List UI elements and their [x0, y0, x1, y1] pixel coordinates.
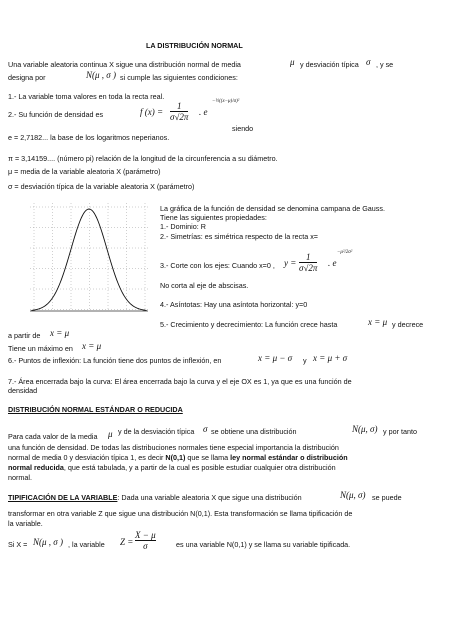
x-eq-mu-1: x = μ: [368, 317, 388, 327]
fx-label: f (x) =: [140, 107, 164, 117]
e-definition: e = 2,7182... la base de los logaritmos neperianos.: [8, 133, 170, 142]
density-denominator: σ√2π: [170, 112, 189, 122]
si-x-text: Si X =: [8, 540, 28, 549]
bell-curve: [31, 209, 146, 310]
standard-line-1c: se obtiene una distribución: [211, 427, 297, 436]
standard-line-1: Para cada valor de la media: [8, 432, 98, 441]
standard-line-1b: y de la desviación típica: [118, 427, 195, 436]
property-7b: densidad: [8, 386, 38, 395]
a-partir-de: a partir de: [8, 331, 41, 340]
property-5: 5.- Crecimiento y decrecimiento: La función crece hasta: [160, 320, 338, 329]
standard-line-3c: que se llama: [187, 453, 229, 462]
tipificacion-heading: TIPIFICACIÓN DE LA VARIABLE: [8, 493, 118, 502]
intro-line-2: designa por: [8, 73, 46, 82]
n01-bold: N(0,1): [165, 453, 186, 462]
tipificacion-text-a: : Dada una variable aleatoria X que sigue una distribución: [117, 493, 302, 502]
property-4: 4.- Asíntotas: Hay una asíntota horizontal: y=0: [160, 300, 308, 309]
standard-line-1d: y por tanto: [383, 427, 417, 436]
condition-1: 1.- La variable toma valores en toda la recta real.: [8, 92, 165, 101]
standard-line-4b: , que está tabulada, y a partir de la cual es posible estudiar cualquier otra distribución: [63, 463, 336, 472]
standard-line-2: una función de densidad. De todas las distribuciones normales tiene especial importancia la distribución: [8, 443, 339, 452]
cut-exponent: −μ²/2σ²: [337, 250, 353, 255]
x-eq-mu-3: x = μ: [82, 341, 102, 351]
tipificacion-line-1: [8, 493, 302, 502]
standard-line-5: normal.: [8, 473, 32, 482]
property-6: 6.- Puntos de inflexión: La función tiene dos puntos de inflexión, en: [8, 356, 222, 365]
cut-denominator: σ√2π: [299, 263, 318, 273]
intro-line-1: Una variable aleatoria continua X sigue una distribución normal de media: [8, 60, 241, 69]
tipificacion-text-c: se puede: [372, 493, 402, 502]
property-3: 3.- Corte con los ejes: Cuando x=0 ,: [160, 261, 275, 270]
normal-notation-4: N(μ , σ ): [33, 537, 63, 547]
intro-line-1b: y desviación típica: [300, 60, 359, 69]
z-numerator: X − μ: [135, 530, 156, 540]
density-fraction: [170, 101, 188, 122]
standard-line-3: [8, 453, 348, 462]
standard-line-4: [8, 463, 336, 472]
x-eq-mu-2: x = μ: [50, 328, 70, 338]
sigma-symbol: σ: [366, 57, 371, 67]
z-denominator: σ: [143, 541, 148, 551]
exp-base: . e: [199, 107, 208, 117]
normal-notation-3: N(μ, σ): [340, 490, 366, 500]
cut-exp-base: . e: [328, 258, 337, 268]
cut-fraction: [299, 252, 317, 273]
mu-symbol-2: μ: [108, 429, 113, 439]
density-exponent: −½((x−μ)/σ)²: [212, 99, 240, 104]
page-title: LA DISTRIBUCIÓN NORMAL: [146, 41, 243, 50]
z-fraction: [135, 530, 156, 551]
z-equals: Z =: [120, 537, 134, 547]
section-heading-standard: DISTRIBUCIÓN NORMAL ESTÁNDAR O REDUCIDA: [8, 405, 183, 414]
normal-notation: N(μ , σ ): [86, 70, 116, 80]
figure-grid: [30, 203, 148, 311]
gauss-line-2: Tiene las siguientes propiedades:: [160, 213, 267, 222]
sigma-definition: σ = desviación típica de la variable aleatoria X (parámetro): [8, 182, 195, 191]
intro-line-1c: , y se: [376, 60, 394, 69]
density-numerator: 1: [176, 101, 182, 111]
property-5b: y decrece: [392, 320, 424, 329]
condition-2: 2.- Su función de densidad es: [8, 110, 104, 119]
pi-definition: π = 3,14159.... (número pi) relación de la longitud de la circunferencia a su diámetro.: [8, 154, 278, 163]
reducida-bold: normal reducida: [8, 463, 64, 472]
la-variable-text: , la variable: [68, 540, 105, 549]
intro-line-2b: si cumple las siguientes condiciones:: [120, 73, 238, 82]
es-variable-text: es una variable N(0,1) y se llama su variable tipificada.: [176, 540, 351, 549]
maximo-text: Tiene un máximo en: [8, 344, 73, 353]
inflection-y: y: [303, 356, 307, 365]
tipificacion-line-2: transformar en otra variable Z que sigue una distribución N(0,1). Esta transformación se llama tipificación de: [8, 509, 353, 518]
standard-term-bold: ley normal estándar o distribución: [230, 453, 348, 462]
sigma-symbol-2: σ: [203, 424, 208, 434]
mu-definition: μ = media de la variable aleatoria X (parámetro): [8, 167, 161, 176]
gauss-bell-figure: [30, 203, 148, 319]
property-1: 1.- Dominio: R: [160, 222, 206, 231]
y-equals: y =: [284, 258, 297, 268]
tipificacion-line-3: la variable.: [8, 519, 43, 528]
gauss-line-1: La gráfica de la función de densidad se denomina campana de Gauss.: [160, 204, 385, 213]
siendo-text: siendo: [232, 124, 254, 133]
property-2: 2.- Simetrías: es simétrica respecto de la recta x=: [160, 232, 318, 241]
normal-notation-2: N(μ, σ): [352, 424, 378, 434]
property-7: 7.- Área encerrada bajo la curva: El área encerrada bajo la curva y el eje OX es 1, ya que es una función de: [8, 377, 352, 386]
mu-symbol: μ: [290, 57, 295, 67]
cut-numerator: 1: [305, 252, 311, 262]
standard-line-3a: normal de media 0 y desviación típica 1, es decir: [8, 453, 164, 462]
inflection-2: x = μ + σ: [313, 353, 348, 363]
inflection-1: x = μ − σ: [258, 353, 293, 363]
property-3b: No corta al eje de abscisas.: [160, 281, 249, 290]
